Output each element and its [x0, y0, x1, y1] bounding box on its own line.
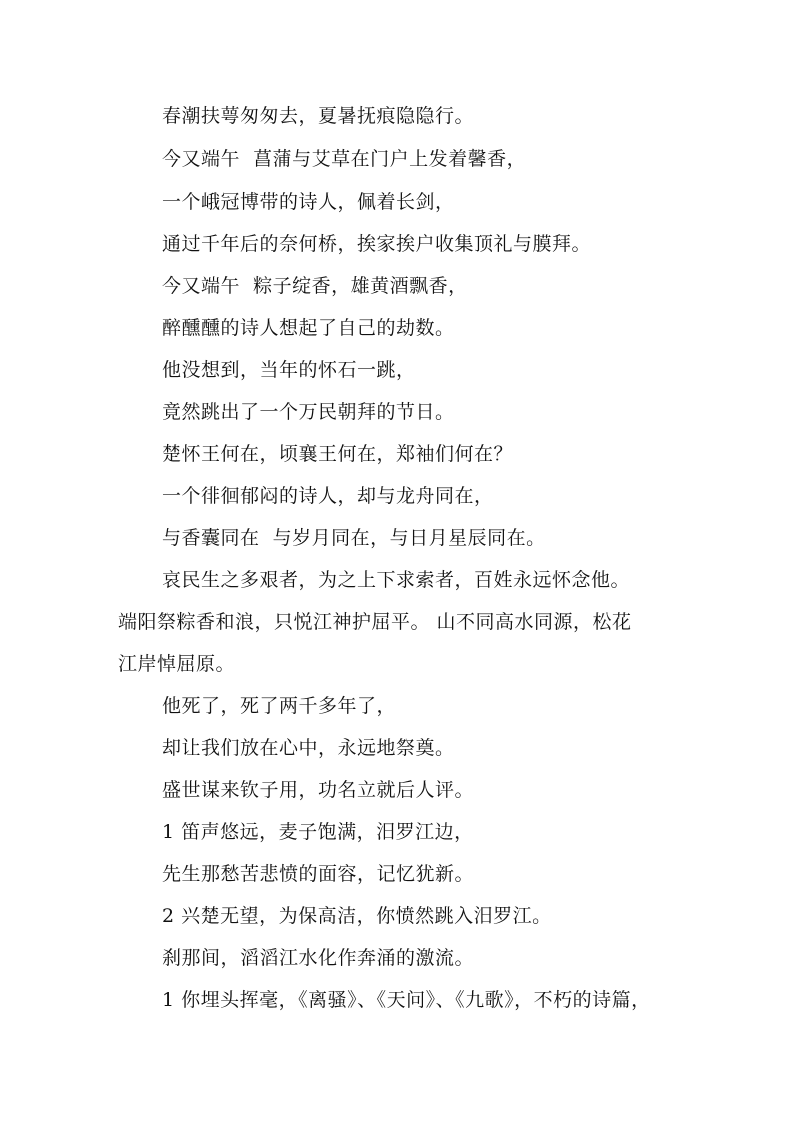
- text-line: 端阳祭粽香和浪，只悦江神护屈平。 山不同高水同源，松花: [118, 611, 632, 633]
- text-line: 与香囊同在 与岁月同在，与日月星辰同在。: [162, 527, 546, 549]
- text-line: 竟然跳出了一个万民朝拜的节日。: [162, 401, 455, 423]
- text-line: 1 笛声悠远，麦子饱满，汨罗江边，: [162, 821, 474, 843]
- text-line: 却让我们放在心中，永远地祭奠。: [162, 737, 455, 759]
- text-line: 他没想到，当年的怀石一跳，: [162, 359, 416, 381]
- text-line: 今又端午 粽子绽香，雄黄酒飘香，: [162, 275, 468, 297]
- text-line: 一个峨冠博带的诗人，佩着长剑，: [162, 191, 455, 213]
- text-line: 楚怀王何在，顷襄王何在，郑袖们何在？: [162, 443, 514, 465]
- text-line: 通过千年后的奈何桥，挨家挨户收集顶礼与膜拜。: [162, 233, 592, 255]
- text-line: 春潮扶萼匆匆去，夏暑抚痕隐隐行。: [162, 105, 475, 127]
- text-line: 2 兴楚无望，为保高洁，你愤然跳入汨罗江。: [162, 905, 552, 927]
- text-line: 哀民生之多艰者，为之上下求索者，百姓永远怀念他。: [162, 569, 631, 591]
- text-line: 江岸悼屈原。: [118, 653, 236, 675]
- text-line: 醉醺醺的诗人想起了自己的劫数。: [162, 317, 455, 339]
- text-line: 盛世谋来钦子用，功名立就后人评。: [162, 779, 475, 801]
- text-line: 刹那间，滔滔江水化作奔涌的激流。: [162, 947, 475, 969]
- text-line: 一个徘徊郁闷的诗人，却与龙舟同在，: [162, 485, 494, 507]
- text-line: 1 你埋头挥毫，《离骚》、《天问》、《九歌》，不朽的诗篇，: [162, 989, 651, 1011]
- text-line: 他死了，死了两千多年了，: [162, 695, 397, 717]
- text-line: 今又端午 菖蒲与艾草在门户上发着馨香，: [162, 148, 527, 170]
- text-line: 先生那愁苦悲愤的面容，记忆犹新。: [162, 863, 475, 885]
